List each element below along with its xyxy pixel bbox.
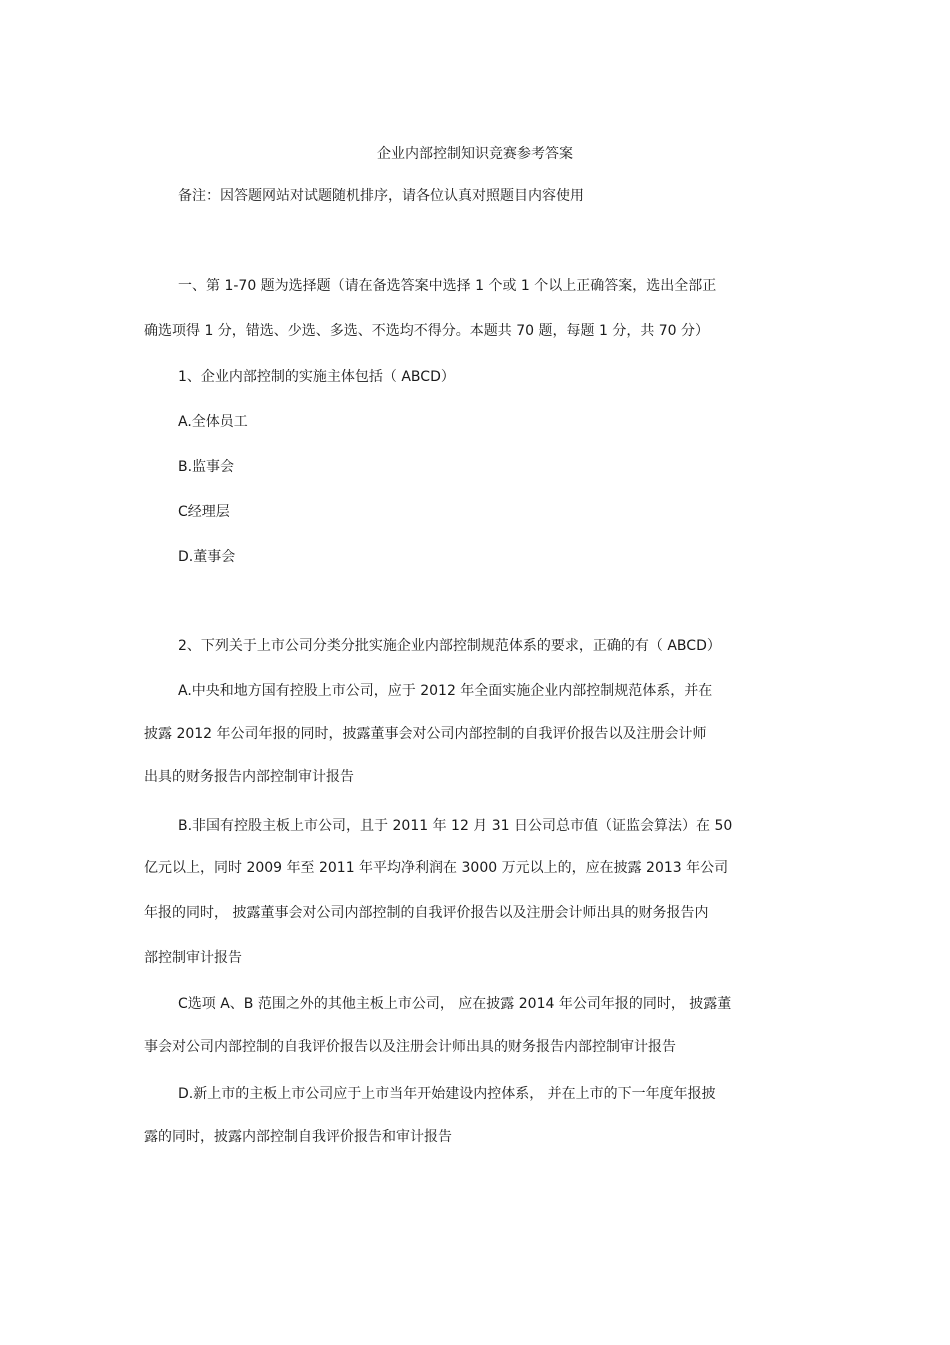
option-b: B.监事会 — [178, 459, 235, 475]
option-d-line: 露的同时，披露内部控制自我评价报告和审计报告 — [144, 1129, 452, 1145]
question-stem: 1、企业内部控制的实施主体包括（ ABCD） — [178, 369, 455, 385]
option-d-line: D.新上市的主板上市公司应于上市当年开始建设内控体系， 并在上市的下一年度年报披 — [178, 1086, 716, 1102]
section-instruction-line-1: 一、第 1-70 题为选择题（请在备选答案中选择 1 个或 1 个以上正确答案，选出全部正 — [178, 278, 717, 294]
option-a-line: 出具的财务报告内部控制审计报告 — [144, 769, 354, 785]
option-a-line: A.中央和地方国有控股上市公司，应于 2012 年全面实施企业内部控制规范体系，并在 — [178, 683, 713, 699]
option-c-line: 事会对公司内部控制的自我评价报告以及注册会计师出具的财务报告内部控制审计报告 — [144, 1039, 676, 1055]
option-b-line: 亿元以上，同时 2009 年至 2011 年平均净利润在 3000 万元以上的，应在披露 2013 年公司 — [144, 860, 729, 876]
option-a-line: 披露 2012 年公司年报的同时，披露董事会对公司内部控制的自我评价报告以及注册会计师 — [144, 726, 707, 742]
document-title: 企业内部控制知识竞赛参考答案 — [377, 146, 573, 162]
option-d: D.董事会 — [178, 549, 236, 565]
option-a: A.全体员工 — [178, 414, 248, 430]
option-c: C经理层 — [178, 504, 230, 520]
question-stem: 2、下列关于上市公司分类分批实施企业内部控制规范体系的要求，正确的有（ ABCD） — [178, 638, 721, 654]
section-instruction-line-2: 确选项得 1 分，错选、少选、多选、不选均不得分。本题共 70 题，每题 1 分，共 70 分） — [144, 323, 710, 339]
document-note: 备注：因答题网站对试题随机排序，请各位认真对照题目内容使用 — [178, 188, 584, 204]
option-b-line: B.非国有控股主板上市公司，且于 2011 年 12 月 31 日公司总市值（证监会算法）在 50 — [178, 818, 733, 834]
option-b-line: 部控制审计报告 — [144, 950, 242, 966]
option-c-line: C选项 A、B 范围之外的其他主板上市公司， 应在披露 2014 年公司年报的同时， 披露董 — [178, 996, 732, 1012]
option-b-line: 年报的同时， 披露董事会对公司内部控制的自我评价报告以及注册会计师出具的财务报告内 — [144, 905, 709, 921]
